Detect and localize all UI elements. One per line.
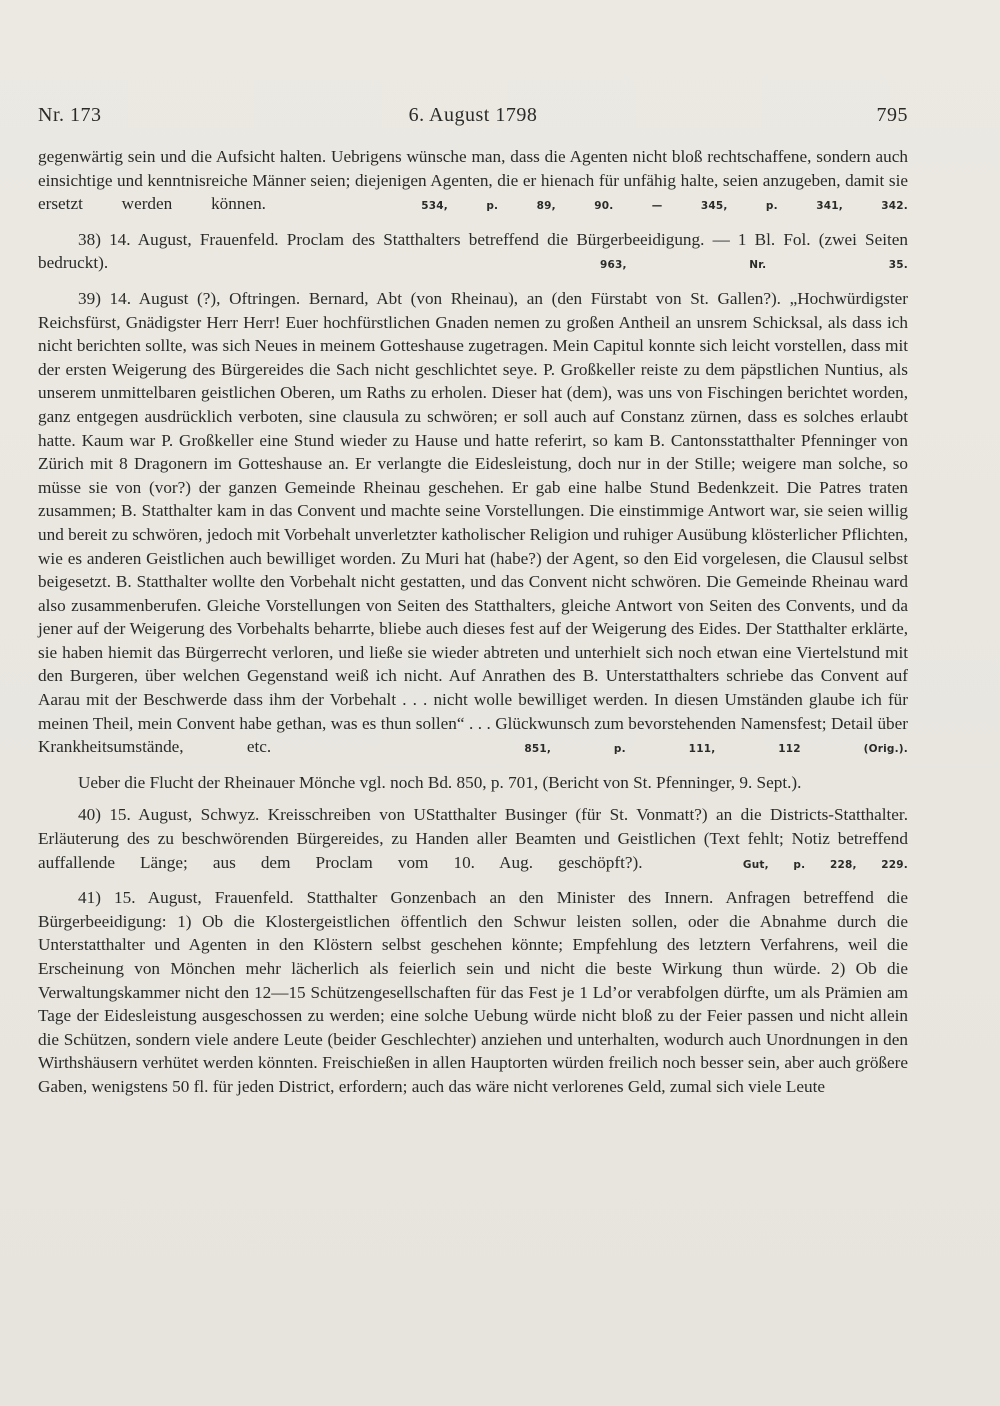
paragraph-text: 40) 15. August, Schwyz. Kreisschreiben von UStatthalter Businger (für St. Vonmatt?) an die Districts-Statthalter. Erläuterung des zu beschwörenden Bürgereides, zu Handen aller Beamten und Geistlichen (Text fehlt; Notiz betreffend auffallende Länge; aus dem Proclam vom 10. Aug. geschöpft?). [38, 805, 908, 872]
header-date: 6. August 1798 [408, 104, 538, 126]
entry-38 [38, 228, 908, 278]
paragraph-text: 41) 15. August, Frauenfeld. Statthalter Gonzenbach an den Minister des Innern. Anfragen betreffend die Bürgerbeeidigung: 1) Ob die Klostergeistlichen öffentlich den Schwur leisten sollen, oder die Abnahme durch die Unterstatthalter und Agenten in den Klöstern selbst geschehen könnte; Empfehlung des letztern Verfahrens, weil die Erscheinung von Mönchen mehr lächerlich als feierlich sein und nicht die beste Wirkung thun würde. 2) Ob die Verwaltungskammer nicht den 12—15 Schützengesellschaften für das Fest je 1 Ld’or verabfolgen dürfte, um als Prämien am Tage der Eidesleistung ausgeschossen zu werden; eine solche Uebung würde nicht bloß zu der Feier passen und nicht allein die Schützen, sondern viele andere Leute (beider Geschlechter) anziehen und unterhalten, wodurch auch Unordnungen in den Wirthshäusern verhütet werden könnten. Freischießen in allen Hauptorten würden freilich noch besser sein, aber auch größere Gaben, wenigstens 50 fl. für jeden District, erfordern; auch das wäre nicht verlorenes Geld, zumal sich viele Leute [38, 888, 908, 1096]
entry-39 [38, 287, 908, 762]
source-reference: Gut, p. 228, 229. [742, 858, 908, 871]
paragraph-text: 38) 14. August, Frauenfeld. Proclam des Statthalters betreffend die Bürgerbeeidigung. — 1 Bl. Fol. (zwei Seiten bedruckt). [38, 229, 908, 273]
note-paragraph [38, 771, 908, 795]
source-reference: 851, p. 111, 112 (Orig.). [524, 743, 908, 756]
page-number: 795 [876, 104, 908, 126]
paragraph-continuation [38, 145, 908, 219]
paragraph-text: Ueber die Flucht der Rheinauer Mönche vgl. noch Bd. 850, p. 701, (Bericht von St. Pfenninger, 9. Sept.). [78, 772, 802, 792]
document-number: Nr. 173 [38, 104, 102, 126]
page-body [38, 145, 908, 1108]
paragraph-text: 39) 14. August (?), Oftringen. Bernard, Abt (von Rheinau), an (den Fürstabt von St. Gallen?). „Hochwürdigster Reichsfürst, Gnädigster Herr Herr! Euer hochfürstlichen Gnaden nemen zu großen Antheil an unsrem Schicksal, als dass ich nicht berichten sollte, was sich Neues in meinem Gotteshause zugetragen. Mein Capitul konnte sich leicht vorstellen, dass mit der ersten Weigerung des Bürgereides die Sach nicht geschlichtet seye. P. Großkeller reiste zu dem päpstlichen Nuntius, als unserem unmittelbaren geistlichen Oberen, um Raths zu erholen. Dieser hat (dem), was uns von Fischingen berichtet worden, ganz entgegen ausdrücklich verboten, sine clausula zu schwören; er soll auch auf Constanz zürnen, dass es solches erlaubt hatte. Kaum war P. Großkeller eine Stund wieder zu Hause und hatte referirt, so kam B. Cantonsstatthalter Pfenninger von Zürich mit 8 Dragonern im Gotteshause an. Er verlangte die Eidesleistung, doch nur in der Stille; weigere man solche, so müsse sie von (vor?) der ganzen Gemeinde Rheinau geschehen. Er gab eine halbe Stund Bedenkzeit. Die Patres traten zusammen; B. Statthalter kam in das Convent und machte seine Vorstellungen. Die einstimmige Antwort war, sie seien willig und bereit zu schwören, jedoch mit Vorbehalt unverletzter katholischer Religion und ruhiger Ausübung klösterlicher Pflichten, wie es anderen Geistlichen auch bewilliget worden. Zu Muri hat (habe?) der Agent, so den Eid vorgelesen, die Clausul selbst beigesetzt. B. Statthalter wollte den Vorbehalt nicht gestatten, und das Convent nicht schwören. Die Gemeinde Rheinau ward also zusammenberufen. Gleiche Vorstellungen von Seiten des Statthalters, gleiche Antwort von Seiten des Convents, und da jener auf der Weigerung des Vorbehalts beharrte, bliebe auch dieses fest auf der Weigerung des Eides. Der Statthalter erklärte, sie haben hiemit das Bürgerrecht verloren, und ließe sie wieder abtreten und unterhielt sich noch etwan eine Viertelstund mit den Burgeren, über welchen Gegenstand weiß ich nicht. Auf Anrathen des B. Unterstatthalters schriebe das Convent auf Aarau mit der Beschwerde dass ihm der Vorbehalt . . . nicht wolle bewilliget werden. In diesen Umständen glaube ich für meinen Theil, mein Convent habe gethan, was es thun sollen“ . . . Glückwunsch zum bevorstehenden Namensfest; Detail über Krankheitsumstände, etc. [38, 288, 908, 757]
entry-41 [38, 886, 908, 1098]
entry-40 [38, 803, 908, 877]
source-reference: 963, Nr. 35. [600, 259, 908, 272]
source-reference: 534, p. 89, 90. — 345, p. 341, 342. [421, 200, 909, 213]
page-header [38, 104, 908, 132]
paragraph-text: gegenwärtig sein und die Aufsicht halten. Uebrigens wünsche man, dass die Agenten nicht bloß rechtschaffene, sondern auch einsichtige und kenntnisreiche Männer seien; diejenigen Agenten, die er hienach für unfähig halte, seien anzugeben, damit sie ersetzt werden können. [38, 147, 908, 214]
